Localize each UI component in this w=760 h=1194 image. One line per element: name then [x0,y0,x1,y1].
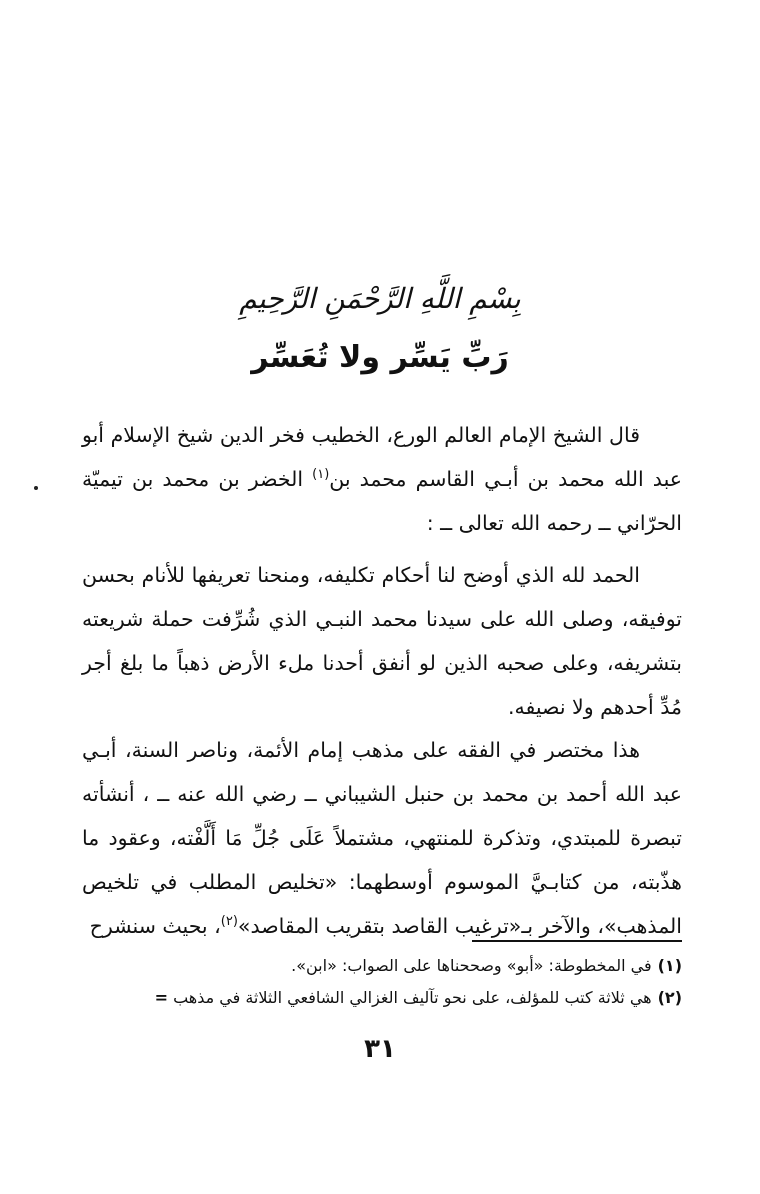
footnote-reference[interactable]: (١) [312,467,330,483]
paragraph-text: هذا مختصر في الفقه على مذهب إمام الأئمة، وناصر السنة، أبـي عبد الله أحمد بن محمد بن حنبل الشيباني ــ رضي الله عنه ــ ، أنشأته تبصرة للمبتدي، وتذكرة للمنتهي، مشتملاً عَلَى جُلِّ مَا أَلَّفْته، وعقود ما هذّبته، من كتابـيَّ الموسوم أوسطهما: «تخليص المطلب في تلخيص المذهب»، والآخر بـ«ترغيب القاصد بتقريب المقاصد» [82,738,682,938]
footnote-separator [472,940,682,942]
paragraph-praise [82,553,682,729]
basmala-heading: بِسْمِ اللَّهِ الرَّحْمَنِ الرَّحِيمِ [239,282,521,315]
footnote-item [82,982,682,1014]
footnote-item [82,950,682,982]
paragraph-text: ، بحيث سنشرح [89,914,221,938]
paragraph-text: الخضر بن محمد بن تيميّة الحرّاني ــ رحمه الله تعالى ــ : [82,467,682,535]
invocation-heading: رَبِّ يَسِّر ولا تُعَسِّر [251,340,509,375]
paragraph-introduction [82,413,682,545]
footnote-continuation-mark: = [154,988,168,1007]
margin-dot [34,486,38,490]
paragraph-text: الحمد لله الذي أوضح لنا أحكام تكليفه، ومنحنا تعريفها للأنام بحسن توفيقه، وصلى الله على سيدنا محمد النبـي الذي شُرِّفت حملة شريعته بتشريفه، وعلى صحبه الذين لو أنفق أحدنا ملء الأرض ذهباً ما بلغ أجر مُدِّ أحدهم ولا نصيفه. [82,563,682,719]
footnote-number: (١) [657,956,682,975]
footnote-text: هي ثلاثة كتب للمؤلف، على نحو تآليف الغزالي الشافعي الثلاثة في مذهب [173,988,652,1007]
paragraph-purpose [82,728,682,948]
paragraph-text: قال الشيخ الإمام العالم الورع، الخطيب فخر الدين شيخ الإسلام أبو عبد الله محمد بن أبـي القاسم محمد بن [82,423,682,491]
page-number: ٣١ [364,1034,396,1064]
footnotes-section [82,950,682,1014]
footnote-number: (٢) [657,988,682,1007]
footnote-text: في المخطوطة: «أبو» وصححناها على الصواب: «ابن». [291,956,652,975]
footnote-reference[interactable]: (٢) [220,914,238,930]
